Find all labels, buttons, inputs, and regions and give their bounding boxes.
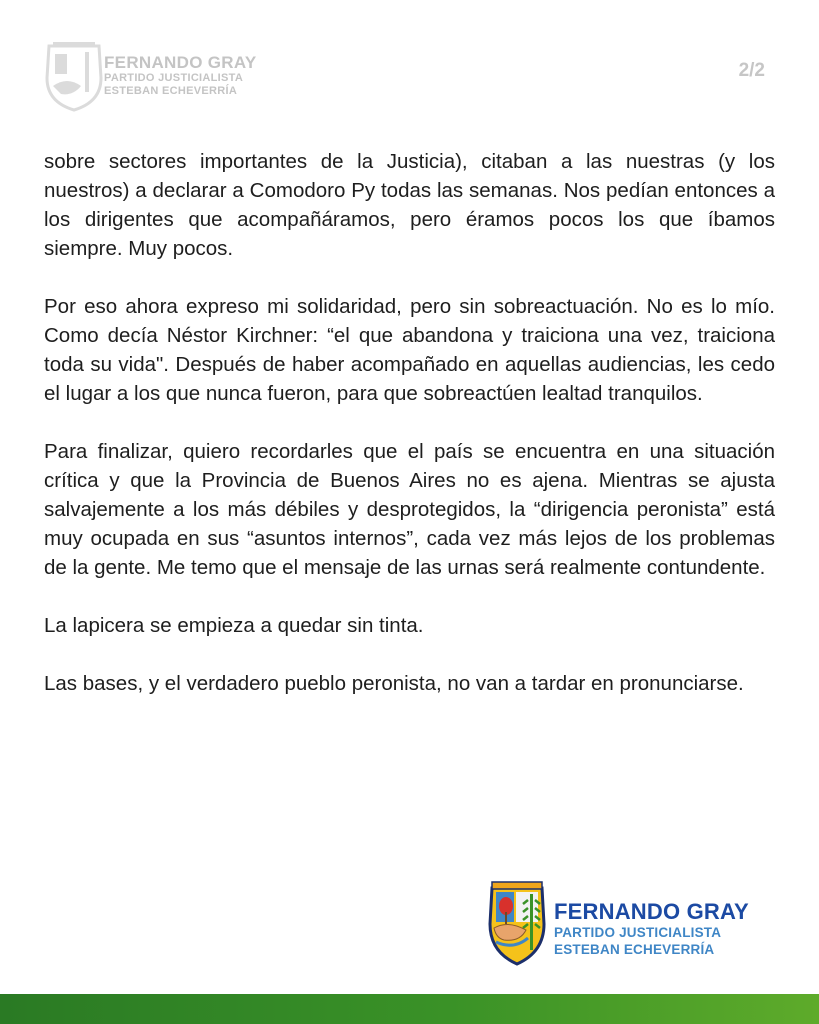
footer-party: PARTIDO JUSTICIALISTA: [554, 925, 722, 940]
pj-shield-logo-watermark: [43, 40, 105, 112]
header-party: PARTIDO JUSTICIALISTA: [104, 72, 244, 84]
header-branding: [104, 54, 257, 97]
footer-branding: [554, 901, 749, 956]
paragraph-2: Por eso ahora expreso mi solidaridad, pero sin sobreactuación. No es lo mío. Como decía Néstor Kirchner: “el que abandona y traiciona una vez, traiciona toda su vida". Después de haber acompañado en aquellas audiencias, les cedo el lugar a los que nunca fueron, para que sobreactúen lealtad tranquilos.: [44, 295, 775, 405]
paragraph-3: Para finalizar, quiero recordarles que el país se encuentra en una situación crítica y que la Provincia de Buenos Aires no es ajena. Mientras se ajusta salvajemente a los más débiles y desprotegidos, la “dirigencia peronista” está muy ocupada en sus “asuntos internos”, cada vez más lejos de los problemas de la gente. Me temo que el mensaje de las urnas será realmente contundente.: [44, 440, 775, 579]
page-number: 2/2: [738, 60, 765, 81]
paragraph-4: La lapicera se empieza a quedar sin tinta.: [44, 614, 424, 637]
pj-shield-logo: [484, 880, 550, 966]
footer-locality: ESTEBAN ECHEVERRÍA: [554, 941, 715, 957]
bottom-green-bar: [0, 994, 819, 1024]
paragraph-1: sobre sectores importantes de la Justicia), citaban a las nuestras (y los nuestros) a declarar a Comodoro Py todas las semanas. Nos pedían entonces a los dirigentes que acompañáramos, pero éramos pocos los que íbamos siempre. Muy pocos.: [44, 150, 775, 260]
header-name: FERNANDO GRAY: [104, 53, 257, 72]
letter-body: [44, 147, 775, 727]
footer-name: FERNANDO GRAY: [554, 899, 749, 924]
header-locality: ESTEBAN ECHEVERRÍA: [104, 85, 238, 97]
paragraph-5: Las bases, y el verdadero pueblo peronista, no van a tardar en pronunciarse.: [44, 672, 744, 695]
